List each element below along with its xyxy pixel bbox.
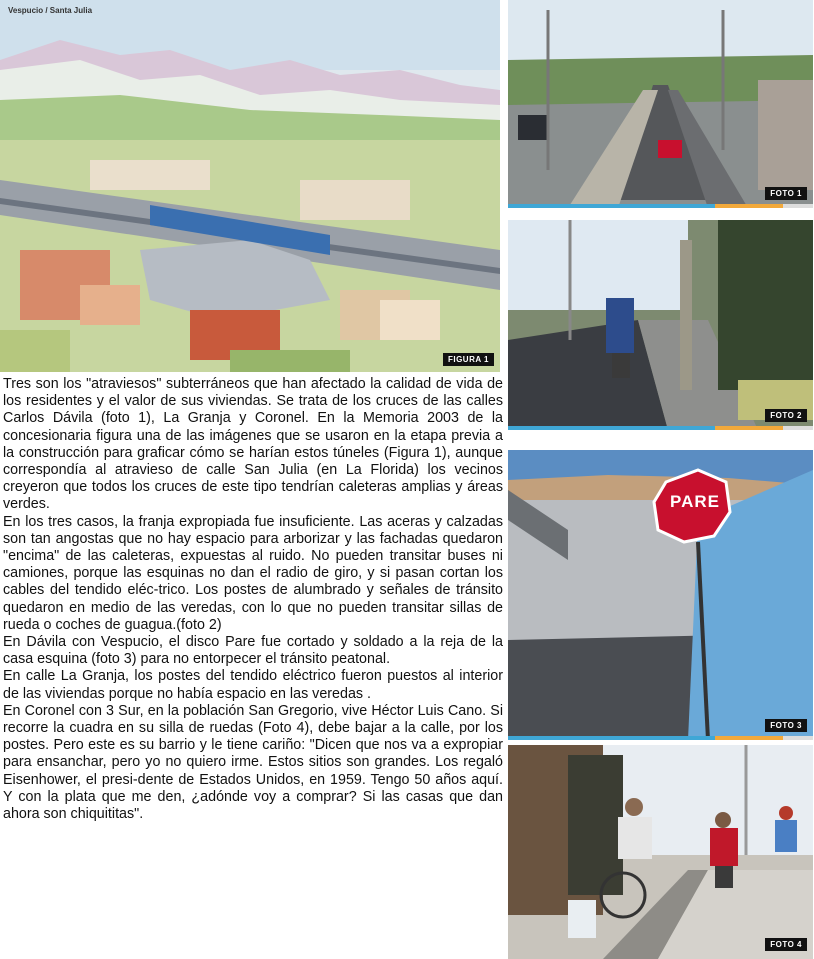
figure-1 (0, 0, 500, 372)
photo-1-image (508, 0, 813, 208)
paragraph: En Dávila con Vespucio, el disco Pare fue cortado y soldado a la reja de la casa esquina (foto 3) para no entorpecer el tránsito peatonal. (3, 634, 503, 668)
photo-4-caption: FOTO 4 (765, 938, 807, 951)
photo-1 (508, 0, 813, 208)
pare-sign-text: PARE (670, 492, 720, 511)
photo-4-image (508, 745, 813, 959)
figure-1-illustration (0, 0, 500, 372)
photo-3-stripe (508, 736, 813, 740)
photo-2-stripe (508, 426, 813, 430)
paragraph: En Coronel con 3 Sur, en la población San Gregorio, vive Héctor Luis Cano. Si recorre la cuadra en su silla de ruedas (Foto 4), debe bajar a la calle, por los postes. Pero este es su barrio y le tiene cariño: "Dicen que nos va a expropiar para ensanchar, pero yo no quiero irme. Estos sitios son grandes. Los regaló Eisenhower, el presi-dente de Estados Unidos, en 1959. Tengo 50 años aquí. Y con la plata que me den, ¿adónde voy a comprar? Si las casas que dan ahora son chiquititas". (3, 702, 503, 823)
figure-1-title: Vespucio / Santa Julia (8, 6, 93, 15)
photo-3-caption: FOTO 3 (765, 719, 807, 732)
photo-2-caption: FOTO 2 (765, 409, 807, 422)
article-body (3, 376, 503, 823)
photo-1-stripe (508, 204, 813, 208)
photo-3 (508, 450, 813, 740)
photo-2-image (508, 220, 813, 430)
photo-4 (508, 745, 813, 959)
paragraph: En los tres casos, la franja expropiada fue insuficiente. Las aceras y calzadas son tan angostas que no hay espacio para arborizar y las fachadas quedaron "encima" de las caleteras, expuestas al ruido. No pueden transitar buses ni camiones, porque las esquinas no dan el radio de giro, y si pasan cortan los cables del tendido eléc-trico. Los postes de alumbrado y señales de tránsito quedaron en medio de las veredas, con lo que no pueden transitar sillas de rueda o coches de guagua.(foto 2) (3, 513, 503, 633)
paragraph: Tres son los "atraviesos" subterráneos que han afectado la calidad de vida de los residentes y el valor de sus viviendas. Se trata de los cruces de las calles Carlos Dávila (foto 1), La Granja y Coronel. En la Memoria 2003 de la concesionaria figura una de las imágenes que se usaron en la etapa previa a la construcción para graficar cómo se harían estos túneles (Figura 1), aunque correspondía al atravieso de calle San Julia (en La Florida) los vecinos creyeron que todos los cruces de este tipo tendrían caleteras amplias y áreas verdes. (3, 376, 503, 513)
photo-2 (508, 220, 813, 430)
figure-1-caption: FIGURA 1 (443, 353, 494, 366)
paragraph: En calle La Granja, los postes del tendido eléctrico fueron puestos al interior de las viviendas porque no había espacio en las veredas . (3, 668, 503, 702)
photo-1-caption: FOTO 1 (765, 187, 807, 200)
